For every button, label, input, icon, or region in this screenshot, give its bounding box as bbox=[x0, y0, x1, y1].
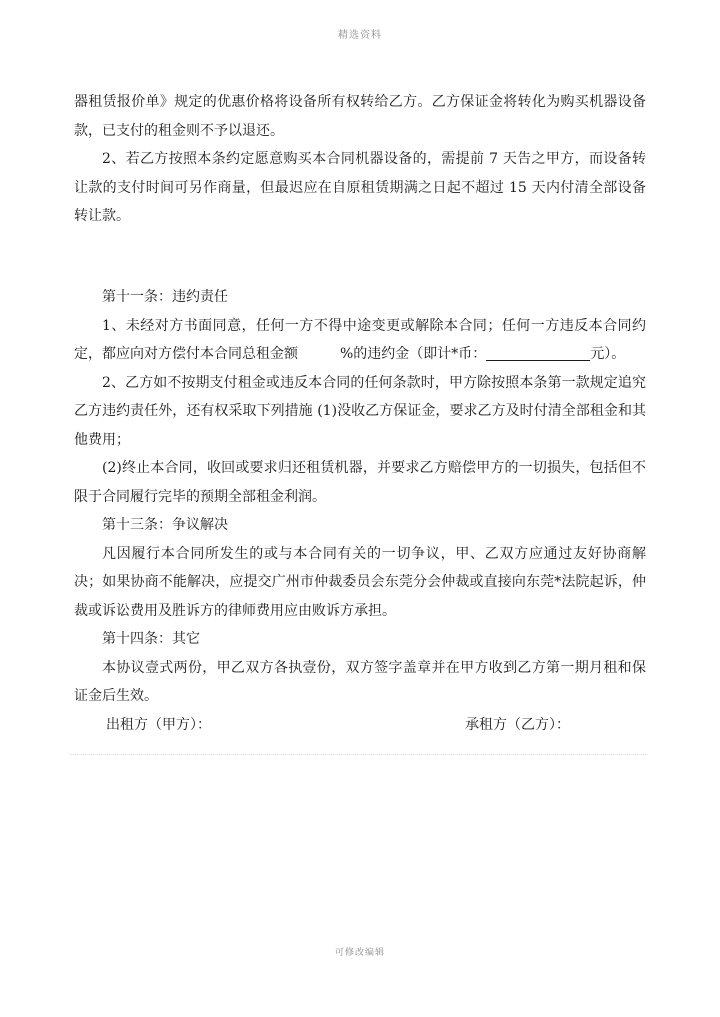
lessee-signature-label: 承租方（乙方）： bbox=[465, 716, 570, 733]
amount-blank bbox=[486, 344, 590, 361]
clause-text: 元）。 bbox=[590, 346, 626, 362]
lessor-signature-label: 出租方（甲方）： bbox=[106, 716, 211, 733]
paragraph-purchase-option: 2、若乙方按照本条约定愿意购买本合同机器设备的，需提前 7 天告之甲方，而设备转让款的支付时间可另作商量，但最迟应在自原租赁期满之日起不超过 15 天内付清全部设备转让款。 bbox=[74, 151, 646, 224]
article-11-clause-1 bbox=[74, 312, 646, 369]
article-13-title: 第十三条：争议解决 bbox=[102, 517, 228, 533]
article-11-title: 第十一条：违约责任 bbox=[102, 289, 228, 305]
clause-text: %的违约金（即计*币： bbox=[340, 346, 487, 362]
divider bbox=[70, 754, 648, 755]
article-14-clause: 本协议壹式两份，甲乙双方各执壹份，双方签字盖章并在甲方收到乙方第一期月租和保证金后生效。 bbox=[74, 659, 646, 704]
article-11-clause-2: 2、乙方如不按期支付租金或违反本合同的任何条款时，甲方除按照本条第一款规定追究乙方违约责任外，还有权采取下列措施 (1)没收乙方保证金，要求乙方及时付清全部租金和其他费用； bbox=[74, 374, 646, 448]
blank-line bbox=[74, 231, 646, 260]
page-footer: 可修改编辑 bbox=[334, 948, 385, 958]
paragraph-continued: 器租赁报价单》规定的优惠价格将设备所有权转给乙方。乙方保证金将转化为购买机器设备款，已支付的租金则不予以退还。 bbox=[74, 94, 646, 139]
article-13-clause: 凡因履行本合同所发生的或与本合同有关的一切争议，甲、乙双方应通过友好协商解决；如果协商不能解决，应提交广州市仲裁委员会东莞分会仲裁或直接向东莞*法院起诉，仲裁或诉讼费用及胜诉方的律师费用应由败诉方承担。 bbox=[74, 545, 646, 619]
document-body bbox=[74, 88, 646, 739]
blank-line bbox=[74, 259, 646, 283]
clause-text: 1、未经对方书面同意，任何一方不得中途变更或解除本合同；任何一方违反本合同约定，都应向对方偿付本合同总租金额 bbox=[74, 317, 646, 362]
page-header: 精选资料 bbox=[338, 30, 382, 41]
article-11-clause-2-sub: (2)终止本合同，收回或要求归还租赁机器，并要求乙方赔偿甲方的一切损失，包括但不限于合同履行完毕的预期全部租金利润。 bbox=[74, 460, 646, 505]
signature-row bbox=[74, 711, 646, 740]
article-14-title: 第十四条：其它 bbox=[102, 631, 200, 647]
